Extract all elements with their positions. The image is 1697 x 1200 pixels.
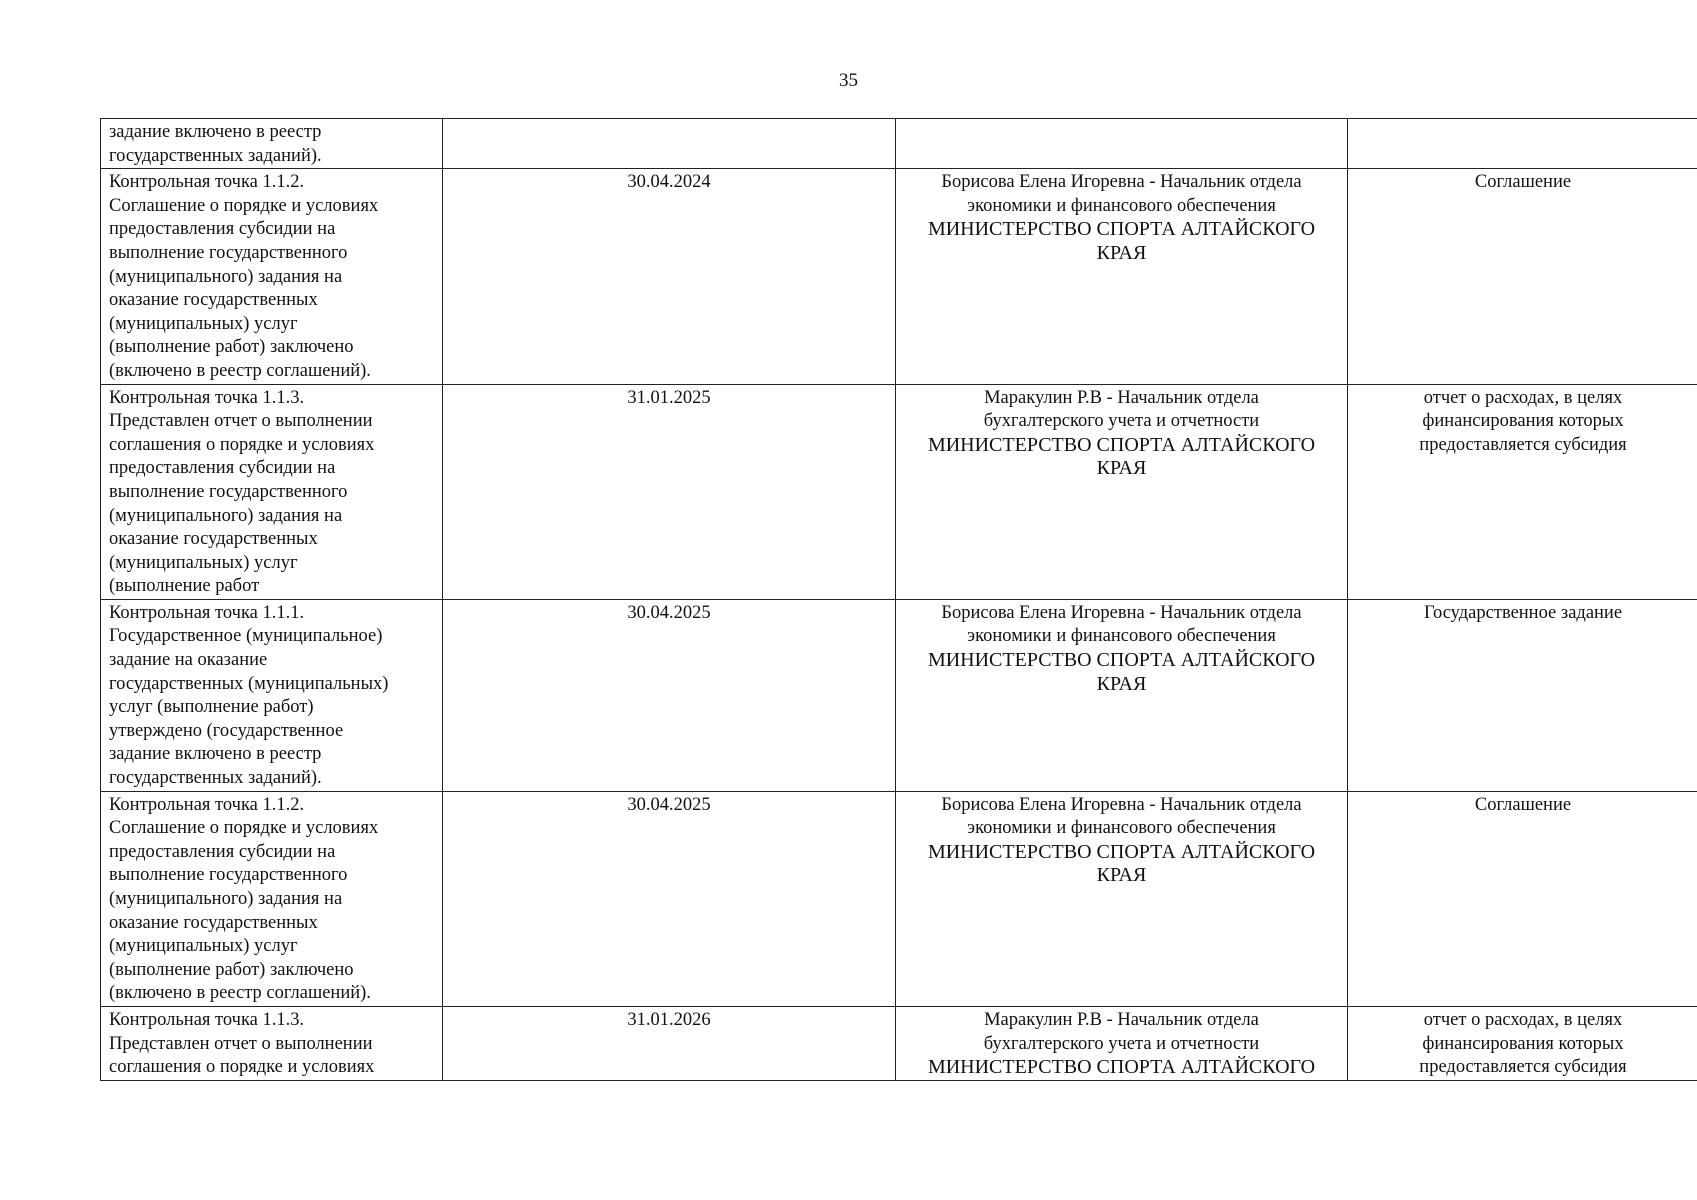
responsible-cell <box>896 791 1348 1006</box>
event-text: Контрольная точка 1.1.3. Представлен отчет о выполнении соглашения о порядке и условиях <box>109 1009 375 1078</box>
table-row <box>101 599 1697 791</box>
date-cell <box>443 1006 896 1080</box>
document-cell <box>1348 169 1697 384</box>
responsible-person-text: Маракулин Р.В - Начальник отдела бухгалтерского учета и отчетности <box>983 387 1260 432</box>
responsible-person-text: Борисова Елена Игоревна - Начальник отдела экономики и финансового обеспечения <box>941 794 1302 839</box>
event-cell <box>101 169 443 384</box>
responsible-cell <box>896 384 1348 599</box>
date-cell <box>443 791 896 1006</box>
event-text: Контрольная точка 1.1.3. Представлен отчет о выполнении соглашения о порядке и условиях предоставления субсидии на выполнение государственного (муниципального) задания на оказание государственных (муниципальных) услуг (выполнение работ <box>109 387 375 597</box>
responsible-org-text: МИНИСТЕРСТВО СПОРТА АЛТАЙСКОГО КРАЯ <box>927 649 1316 695</box>
page-number: 35 <box>839 70 858 91</box>
responsible-cell <box>896 169 1348 384</box>
event-text: Контрольная точка 1.1.2. Соглашение о порядке и условиях предоставления субсидии на выполнение государственного (муниципального) задания на оказание государственных (муниципальных) услуг (выполнение работ) заключено (включено в реестр соглашений). <box>109 794 379 1004</box>
event-cell <box>101 791 443 1006</box>
table-row <box>101 791 1697 1006</box>
table-row <box>101 119 1697 169</box>
event-cell <box>101 119 443 169</box>
responsible-cell <box>896 119 1348 169</box>
date-cell <box>443 169 896 384</box>
date-text: 30.04.2025 <box>627 602 711 623</box>
responsible-org-text: МИНИСТЕРСТВО СПОРТА АЛТАЙСКОГО <box>927 1056 1316 1079</box>
control-points-table <box>100 118 1697 1081</box>
table-row <box>101 384 1697 599</box>
date-cell <box>443 599 896 791</box>
responsible-org-text: МИНИСТЕРСТВО СПОРТА АЛТАЙСКОГО КРАЯ <box>927 218 1316 264</box>
date-text: 30.04.2025 <box>627 794 711 815</box>
event-cell <box>101 599 443 791</box>
responsible-cell <box>896 599 1348 791</box>
event-text: Контрольная точка 1.1.1. Государственное (муниципальное) задание на оказание государственных (муниципальных) услуг (выполнение работ) утверждено (государственное задание включено в реестр государственных заданий). <box>109 602 389 789</box>
document-text: Соглашение <box>1474 172 1572 193</box>
document-cell <box>1348 1006 1697 1080</box>
date-cell <box>443 384 896 599</box>
document-text: отчет о расходах, в целях финансирования которых предоставляется субсидия <box>1419 1009 1627 1078</box>
date-text: 31.01.2026 <box>627 1009 711 1030</box>
responsible-org-text: МИНИСТЕРСТВО СПОРТА АЛТАЙСКОГО КРАЯ <box>927 433 1316 480</box>
table-row <box>101 1006 1697 1080</box>
event-cell <box>101 1006 443 1080</box>
responsible-person-text: Борисова Елена Игоревна - Начальник отдела экономики и финансового обеспечения <box>941 602 1302 647</box>
document-text: отчет о расходах, в целях финансирования которых предоставляется субсидия <box>1419 387 1627 455</box>
table-row <box>101 169 1697 384</box>
responsible-person-text: Маракулин Р.В - Начальник отдела бухгалтерского учета и отчетности <box>983 1009 1260 1054</box>
document-text: Соглашение <box>1474 794 1572 815</box>
document-cell <box>1348 599 1697 791</box>
responsible-person-text: Борисова Елена Игоревна - Начальник отдела экономики и финансового обеспечения <box>941 172 1302 216</box>
event-text: задание включено в реестр государственных заданий). <box>109 122 322 166</box>
document-text: Государственное задание <box>1423 602 1623 623</box>
document-cell <box>1348 791 1697 1006</box>
date-text: 30.04.2024 <box>627 172 711 193</box>
responsible-cell <box>896 1006 1348 1080</box>
date-cell <box>443 119 896 169</box>
responsible-org-text: МИНИСТЕРСТВО СПОРТА АЛТАЙСКОГО КРАЯ <box>927 840 1316 887</box>
document-cell <box>1348 119 1697 169</box>
event-text: Контрольная точка 1.1.2. Соглашение о порядке и условиях предоставления субсидии на выполнение государственного (муниципального) задания на оказание государственных (муниципальных) услуг (выполнение работ) заключено (включено в реестр соглашений). <box>109 172 379 381</box>
event-cell <box>101 384 443 599</box>
date-text: 31.01.2025 <box>627 387 711 408</box>
document-cell <box>1348 384 1697 599</box>
